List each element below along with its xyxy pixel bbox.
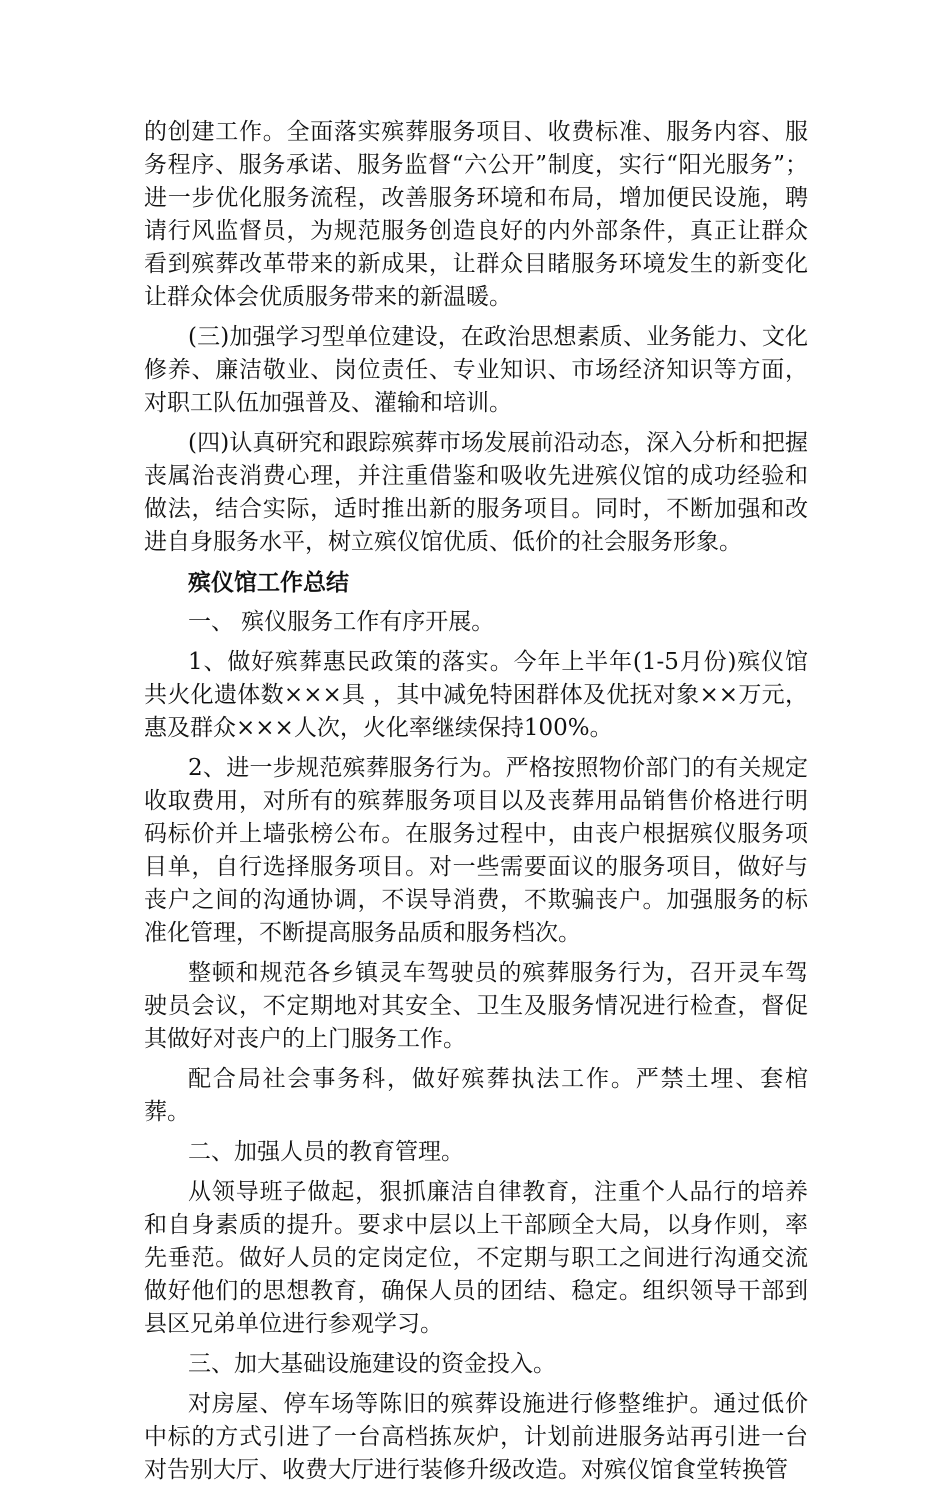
paragraph-hearse-drivers: 整顿和规范各乡镇灵车驾驶员的殡葬服务行为，召开灵车驾驶员会议，不定期地对其安全、卫生及服务情况进行检查，督促其做好对丧户的上门服务工作。	[144, 960, 808, 1052]
heading-section-one: 一、 殡仪服务工作有序开展。	[188, 609, 495, 635]
paragraph-continuation: 的创建工作。全面落实殡葬服务项目、收费标准、服务内容、服务程序、服务承诺、服务监督“六公开”制度，实行“阳光服务”；进一步优化服务流程，改善服务环境和布局，增加便民设施，聘请行风监督员，为规范服务创造良好的内外部条件，真正让群众看到殡葬改革带来的新成果，让群众目睹服务环境发生的新变化让群众体会优质服务带来的新温暖。	[144, 119, 808, 310]
paragraph-market-research: (四)认真研究和跟踪殡葬市场发展前沿动态，深入分析和把握丧属治丧消费心理，并注重借鉴和吸收先进殡仪馆的成功经验和做法，结合实际，适时推出新的服务项目。同时，不断加强和改进自身服务水平，树立殡仪馆优质、低价的社会服务形象。	[144, 430, 808, 555]
heading-section-two: 二、加强人员的教育管理。	[188, 1139, 464, 1165]
document-page	[144, 116, 808, 1494]
paragraph-policy: 1、做好殡葬惠民政策的落实。今年上半年(1-5月份)殡仪馆共火化遗体数×××具 ，其中减免特困群体及优抚对象××万元，惠及群众×××人次，火化率继续保持100%。	[144, 649, 808, 741]
section-title: 殡仪馆工作总结	[188, 569, 349, 596]
paragraph-service-standard: 2、进一步规范殡葬服务行为。严格按照物价部门的有关规定收取费用，对所有的殡葬服务项目以及丧葬用品销售价格进行明码标价并上墙张榜公布。在服务过程中，由丧户根据殡仪服务项目单，自行选择服务项目。对一些需要面议的服务项目，做好与丧户之间的沟通协调，不误导消费，不欺骗丧户。加强服务的标准化管理，不断提高服务品质和服务档次。	[144, 755, 808, 946]
heading-section-three: 三、加大基础设施建设的资金投入。	[188, 1351, 556, 1377]
paragraph-infrastructure: 对房屋、停车场等陈旧的殡葬设施进行修整维护。通过低价中标的方式引进了一台高档拣灰炉，计划前进服务站再引进一台对告别大厅、收费大厅进行装修升级改造。对殡仪馆食堂转换管	[144, 1391, 808, 1483]
paragraph-staff-education: 从领导班子做起，狠抓廉洁自律教育，注重个人品行的培养和自身素质的提升。要求中层以上干部顾全大局，以身作则，率先垂范。做好人员的定岗定位，不定期与职工之间进行沟通交流做好他们的思想教育，确保人员的团结、稳定。组织领导干部到县区兄弟单位进行参观学习。	[144, 1179, 808, 1337]
paragraph-law-enforcement: 配合局社会事务科，做好殡葬执法工作。严禁土埋、套棺葬。	[144, 1066, 808, 1125]
paragraph-learning-unit: (三)加强学习型单位建设，在政治思想素质、业务能力、文化修养、廉洁敬业、岗位责任、专业知识、市场经济知识等方面，对职工队伍加强普及、灌输和培训。	[144, 324, 808, 416]
